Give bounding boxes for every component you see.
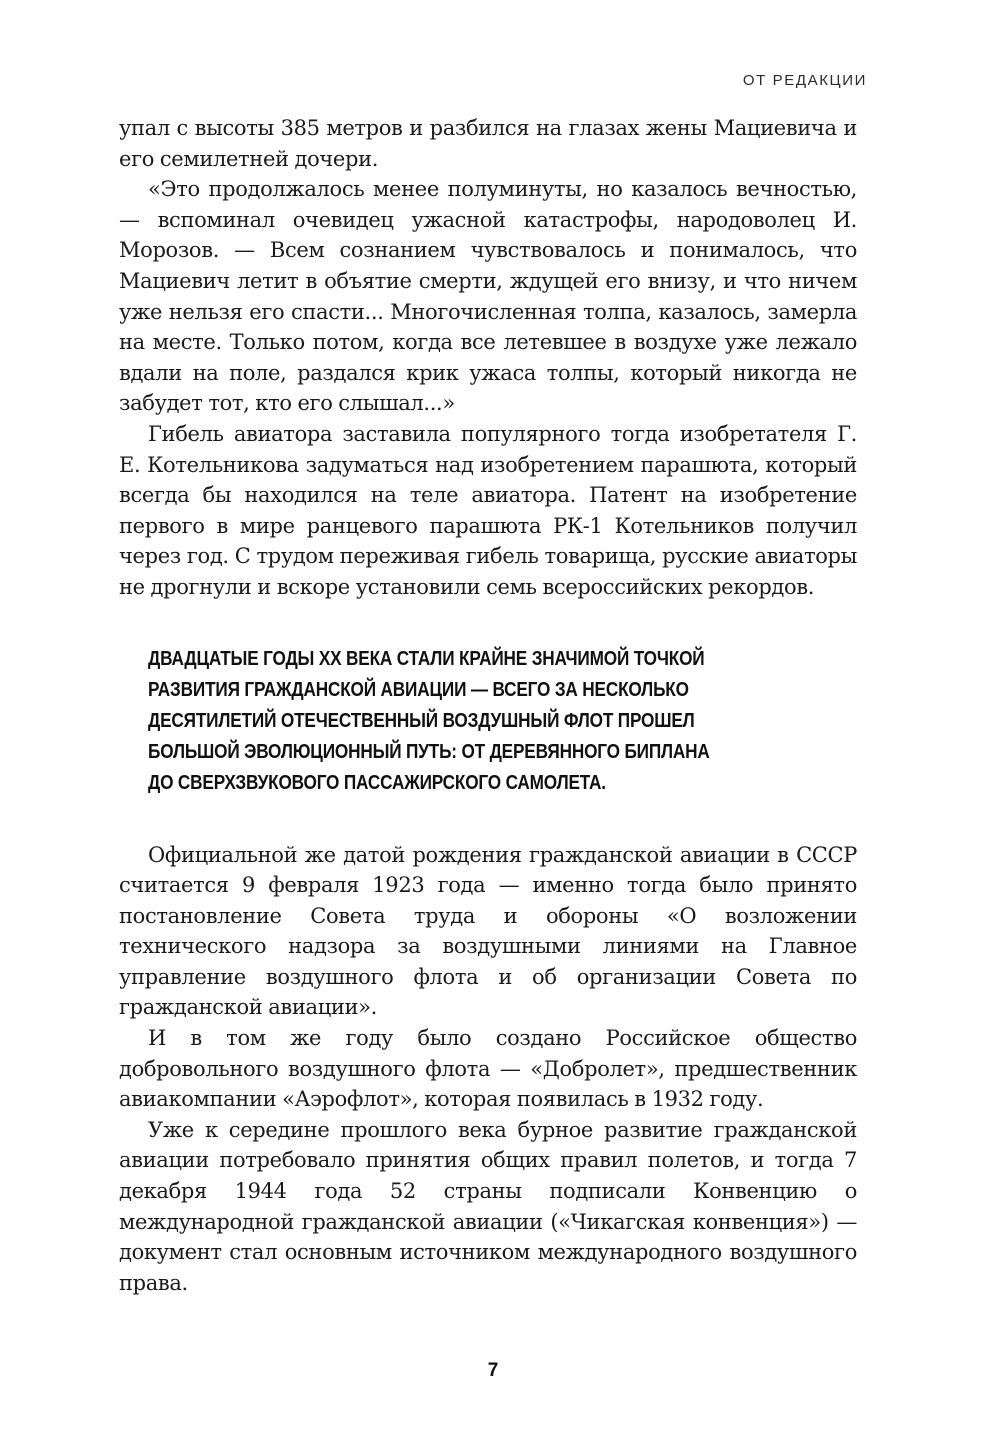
pull-quote-line: РАЗВИТИЯ ГРАЖДАНСКОЙ АВИАЦИИ — ВСЕГО ЗА НЕСКОЛЬКО bbox=[148, 678, 689, 701]
paragraph-chicago-convention: Уже к середине прошлого века бурное развитие гражданской авиации потребовало принятия общих правил полетов, и тогда 7 декабря 1944 года 52 страны подписали Конвенцию о международной гражданской авиации («Чикагская конвенция») — документ стал основным источником международного воздушного права. bbox=[119, 1117, 857, 1295]
paragraph-official-date: Официальной же датой рождения гражданской авиации в СССР считается 9 февраля 1923 года — именно тогда было принято постановление Совета труда и обороны «О возложении технического надзора за воздушными линиями на Главное управление воздушного флота и об организации Совета по гражданской авиации». bbox=[119, 842, 857, 1020]
paragraph-dobrolet: И в том же году было создано Российское общество добровольного воздушного флота — «Добролет», предшественник авиакомпании «Аэрофлот», которая появилась в 1932 году. bbox=[119, 1026, 857, 1112]
body-text-top bbox=[119, 113, 857, 603]
pull-quote bbox=[148, 644, 802, 800]
pull-quote-line: ДЕСЯТИЛЕТИЙ ОТЕЧЕСТВЕННЫЙ ВОЗДУШНЫЙ ФЛОТ ПРОШЕЛ bbox=[148, 709, 695, 732]
pull-quote-line: ДО СВЕРХЗВУКОВОГО ПАССАЖИРСКОГО САМОЛЕТА. bbox=[148, 772, 606, 795]
paragraph-kotelnikov: Гибель авиатора заставила популярного тогда изобретателя Г. Е. Котельникова задуматься над изобретением парашюта, который всегда бы находился на теле авиатора. Патент на изобретение первого в мире ранцевого парашюта РК-1 Котельников получил через год. С трудом переживая гибель товарища, русские авиаторы не дрогнули и вскоре установили семь всероссийских рекордов. bbox=[119, 421, 857, 599]
pull-quote-line: ДВАДЦАТЫЕ ГОДЫ XX ВЕКА СТАЛИ КРАЙНЕ ЗНАЧИМОЙ ТОЧКОЙ bbox=[148, 647, 705, 670]
pull-quote-line: БОЛЬШОЙ ЭВОЛЮЦИОННЫЙ ПУТЬ: ОТ ДЕРЕВЯННОГО БИПЛАНА bbox=[148, 741, 710, 764]
page-number: 7 bbox=[487, 1360, 499, 1381]
paragraph-continuation: упал с высоты 385 метров и разбился на глазах жены Мациевича и его семилетней дочери. bbox=[119, 116, 857, 171]
running-head: ОТ РЕДАКЦИИ bbox=[742, 72, 867, 89]
page-content bbox=[119, 113, 857, 1298]
paragraph-quote: «Это продолжалось менее полуминуты, но казалось вечностью, — вспоминал очевидец ужасной катастрофы, народоволец И. Морозов. — Всем сознанием чувствовалось и понималось, что Мациевич летит в объятие смерти, ждущей его внизу, и что ничем уже нельзя его спасти... Многочисленная толпа, казалось, замерла на месте. Только потом, когда все летевшее в воздухе уже лежало вдали на поле, раздался крик ужаса толпы, который никогда не забудет тот, кто его слышал...» bbox=[119, 177, 857, 416]
body-text-bottom bbox=[119, 840, 857, 1299]
